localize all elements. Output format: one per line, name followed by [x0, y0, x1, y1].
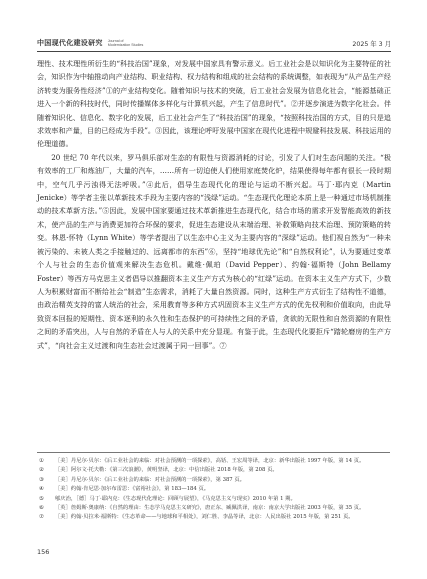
journal-title-english [108, 39, 144, 47]
footnote-marker: ⑦ [39, 514, 44, 521]
footnote-5 [37, 495, 391, 504]
main-body-text [37, 57, 391, 352]
footnote-marker: ① [39, 458, 44, 464]
footnote-3 [37, 476, 391, 485]
running-header [37, 36, 391, 50]
footnote-4 [37, 485, 391, 494]
body-paragraph-2: 20 世纪 70 年代以来，罗马俱乐部对生态的有限性与资源消耗的讨论，引发了人们对生态问题的关注。“极有效率的工厂和炼油厂，大量的汽车，……所有一切迫使人们使用家庭焚化炉，结果使得每年都有很长一段时期中，空气几乎污浊得无法呼吸。”④此后，倡导生态现代化的理论与运动不断兴起。马丁·耶内克（Martin Jenicke）等学者主张以革新技术手段为主要内容的“浅绿”运动。“生态现代化理论本质上是一种通过市场机制推动的技术革新方法。”⑤因此，发展中国家要通过技术革新推进生态现代化，结合市场的需求开发智能高效的新技术，使产品的生产与消费更加符合环保的要求，促进生态建设从末端治理、补救策略向技术治理、预防策略的转变。林恩·怀特（Lynn White）等学者提出了以生态中心主义为主要内容的“深绿”运动。他们视自然为“一种未被污染的、未被人类之手接触过的、远离都市的东西”⑥，坚持“地球优先论”和“自然权利论”，认为要通过变革个人与社会的生态价值观来解决生态危机。戴维·佩珀（David Pepper）、约翰·福斯特（John Bellamy Foster）等西方马克思主义者倡导以推翻资本主义生产方式为核心的“红绿”运动。在资本主义生产方式下，少数人为积累财富而不断给社会“制造”生态需求，消耗了大量自然资源。同时，这种生产方式衍生了结构性不道德，由政治精英支持的富人统治的社会，采用教育等多种方式巩固资本主义生产方式的优先权利和价值取向，由此导致资本回报的短期性、资本逐利的永久性和生态保护的可持续性之间的矛盾，贪欲的无限性和自然资源的有限性之间的矛盾突出，人与自然的矛盾在人与人的关系中充分显现。有鉴于此，生态现代化要拒斥“踏轮磨房的生产方式”，“向社会主义过渡和向生态社会过渡属于同一回事”。⑦ [37, 152, 391, 350]
footnote-marker: ③ [39, 476, 44, 483]
page-number: 156 [37, 548, 50, 556]
footnote-marker: ⑤ [39, 495, 44, 502]
issue-date: 2025 年 3 月 [352, 40, 391, 48]
header-divider [37, 51, 391, 52]
footnote-marker: ④ [39, 486, 44, 493]
footnote-text: ［美］阿尔文·托夫勒：《第三次浪潮》，黄明坚译，北京：中信出版社 2018 年版，第 208 页。 [55, 467, 278, 474]
footnote-marker: ② [39, 467, 44, 474]
journal-title-english-line2: Modernization Studies [107, 43, 144, 47]
footnote-text: 郇庆治，［德］马丁·耶内克：《生态现代化理论：回顾与展望》，《马克思主义与现实》2010 年第 1 期。 [55, 495, 296, 502]
footnotes-section [37, 457, 391, 523]
footnote-text: ［英］詹姆斯·奥康纳：《自然的理由：生态学马克思主义研究》，唐正东、臧佩洪译，南京：南京大学出版社 2003 年版，第 35 页。 [55, 505, 365, 512]
footnote-text: ［美］约翰·贝拉米·福斯特：《生态革命——与地球和平相处》，刘仁胜、李晶等译，北京：人民出版社 2015 年版，第 251 页。 [55, 514, 354, 521]
footnote-text: ［美］约翰·肯尼思·加尔布雷思：《富裕社会》，第 183—184 页。 [55, 486, 210, 493]
footnote-1 [37, 457, 391, 466]
journal-title: 中国现代化建设研究 [37, 39, 103, 47]
footnote-marker: ⑥ [39, 505, 44, 512]
journal-masthead [37, 38, 143, 48]
footnote-7 [37, 513, 391, 522]
footnote-text: ［美］丹尼尔·贝尔：《后工业社会的来临：对社会预测的一项探索》，高铦、王宏周等译，北京：新华出版社 1997 年版，第 14 页。 [55, 458, 365, 464]
footnote-divider [37, 452, 390, 453]
footnote-6 [37, 504, 391, 513]
journal-title-english-line1: Journal of [107, 38, 124, 43]
footnote-2 [37, 466, 391, 475]
footnote-text: ［美］丹尼尔·贝尔：《后工业社会的来临：对社会预测的一项探索》，第 387 页。 [55, 476, 245, 483]
body-paragraph-1: 理性、技术理性所衍生的“科技治国”现象，对发展中国家具有警示意义。后工业社会是以知识化为主要特征的社会，知识作为中轴推动向产业结构、职业结构、权力结构和组成的社会结构的系统调整，如表现为“从产品生产经济转变为服务性经济”①的产业结构变化。随着知识与技术的突破，后工业社会发展为信息化社会，“能源基础正进入一个新的科技时代，同时传播媒体多样化与计算机兴起，产生了信息时代”。②并逐步演进为数字化社会。伴随着知识化、信息化、数字化的发展，后工业社会产生了“科技治国”的现象，“按照科技治国的方式，目的只是追求效率和产量，目的已经成为手段”。③因此，该理论呼吁发展中国家在现代化进程中规避科技发展、科技运用的伦理道德。 [37, 59, 391, 149]
